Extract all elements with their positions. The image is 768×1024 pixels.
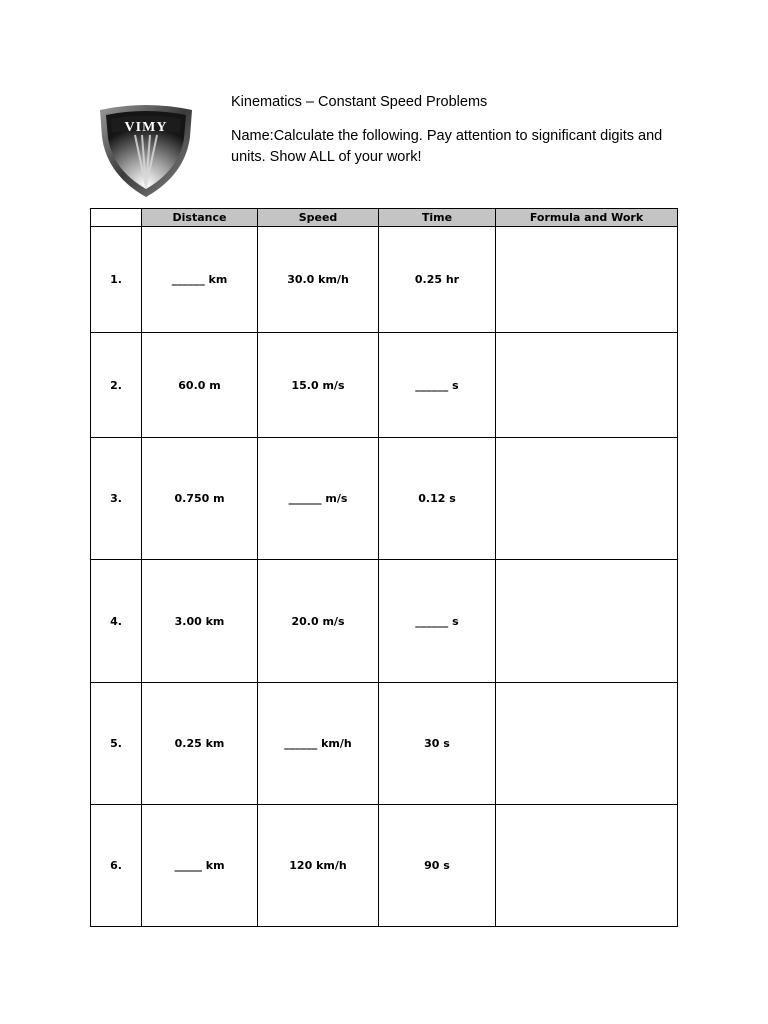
table-row [91, 333, 678, 438]
distance-cell: 3.00 km [142, 560, 258, 683]
problem-number: 2. [91, 333, 142, 438]
speed-cell: 20.0 m/s [258, 560, 379, 683]
distance-cell: ______ km [142, 227, 258, 333]
header-formula-work: Formula and Work [496, 209, 678, 227]
header-distance: Distance [142, 209, 258, 227]
time-cell: 0.12 s [379, 438, 496, 560]
speed-cell: ______ m/s [258, 438, 379, 560]
speed-cell: 120 km/h [258, 805, 379, 927]
speed-cell: 30.0 km/h [258, 227, 379, 333]
work-cell[interactable] [496, 560, 678, 683]
time-cell: 90 s [379, 805, 496, 927]
work-cell[interactable] [496, 333, 678, 438]
problem-number: 5. [91, 683, 142, 805]
time-cell: 30 s [379, 683, 496, 805]
table-row [91, 227, 678, 333]
problem-number: 6. [91, 805, 142, 927]
header-blank [91, 209, 142, 227]
problems-table [90, 208, 678, 927]
table-row [91, 683, 678, 805]
speed-cell: 15.0 m/s [258, 333, 379, 438]
table-row [91, 560, 678, 683]
problem-number: 4. [91, 560, 142, 683]
distance-cell: 60.0 m [142, 333, 258, 438]
time-cell: 0.25 hr [379, 227, 496, 333]
logo-text: VIMY [124, 120, 168, 135]
work-cell[interactable] [496, 227, 678, 333]
table-row [91, 805, 678, 927]
worksheet-instructions: Name:Calculate the following. Pay attention to significant digits and units. Show ALL of your work! [231, 128, 663, 165]
header-speed: Speed [258, 209, 379, 227]
worksheet-title: Kinematics – Constant Speed Problems [231, 94, 488, 110]
work-cell[interactable] [496, 683, 678, 805]
work-cell[interactable] [496, 438, 678, 560]
distance-cell: 0.750 m [142, 438, 258, 560]
problem-number: 1. [91, 227, 142, 333]
time-cell: ______ s [379, 560, 496, 683]
problem-number: 3. [91, 438, 142, 560]
speed-cell: ______ km/h [258, 683, 379, 805]
shield-logo-icon [97, 103, 195, 198]
work-cell[interactable] [496, 805, 678, 927]
distance-cell: _____ km [142, 805, 258, 927]
vimy-logo [97, 103, 195, 198]
header-time: Time [379, 209, 496, 227]
time-cell: ______ s [379, 333, 496, 438]
distance-cell: 0.25 km [142, 683, 258, 805]
table-row [91, 438, 678, 560]
header-row [91, 209, 678, 227]
